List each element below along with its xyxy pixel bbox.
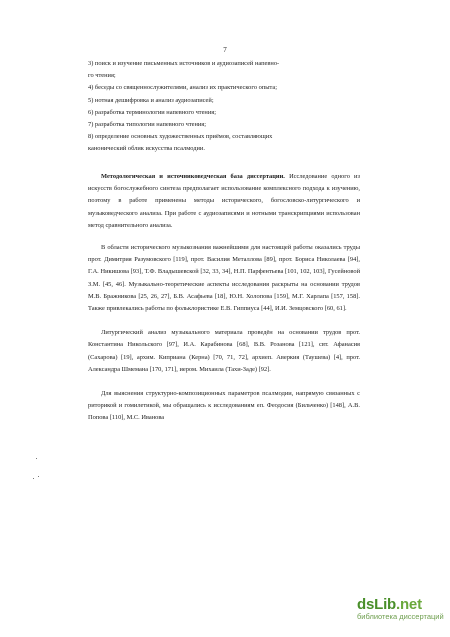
scan-speck [38, 476, 39, 477]
list-item-line: 7) разработка типологии напевного чтения; [88, 121, 207, 129]
paragraph-text: Литургический анализ музыкального материала проведён на основании трудов прот. Константина Никольского [97], И.А. Карабинова [68], В.В. Розанова [121], свт. Афанасия (Сахарова) [19], архим. Киприана (Керна) [70, 71, 72], архиеп. Аверкия (Таушева) [4], прот. Александра Шмемана [170, 171], иером. Михаила (Тахи-Заде) [92]. [88, 329, 360, 373]
watermark-subtitle: библиотека диссертаций [357, 612, 444, 621]
paragraph-heading: Методологическая и источниковедческая база диссертации. [101, 173, 285, 180]
scan-speck [33, 478, 34, 479]
list-item [88, 131, 360, 155]
list-item [88, 119, 360, 131]
paragraph-text: Для выяснения структурно-композиционных параметров псалмодии, напрямую связанных с риторикой и гомилетикой, мы обращались к исследованиям еп. Феодосия (Бильченко) [148], А.В. Попова [110], М.С. Иванова [88, 390, 360, 422]
list-block [88, 58, 360, 156]
watermark-logo: dsLib.net [357, 596, 422, 613]
paragraph-methodology [88, 171, 360, 232]
list-item [88, 107, 360, 119]
list-item [88, 82, 360, 94]
list-item-line: 8) определение основных художественных приёмов, составляющих [88, 133, 273, 141]
list-item-continuation: го чтения; [88, 72, 116, 80]
list-item [88, 58, 360, 82]
list-item-line: 5) нотная дешифровка и анализ аудиозаписей; [88, 96, 214, 104]
paragraph-historical [88, 242, 360, 315]
paragraph-text: Исследование одного из искусств богослужебного синтеза предполагает использование комплексного подхода к изучению, поэтому в работе применены методы исторического, богословско-литургического и музыковедческого анализа. При работе с аудиозаписями и нотными транскрипциями использован метод сравнительного анализа. [88, 173, 360, 229]
list-item-continuation: канонический облик искусства псалмодии. [88, 145, 205, 153]
list-item-line: 6) разработка терминологии напевного чтения; [88, 108, 216, 116]
paragraph-structure [88, 388, 360, 425]
body-block [88, 171, 360, 425]
list-item-line: 3) поиск и изучение письменных источников и аудиозаписей напевно- [88, 60, 280, 67]
paragraph-liturgical [88, 327, 360, 376]
page-number: 7 [223, 46, 227, 54]
list-item-line: 4) беседы со священнослужителями, анализ их практического опыта; [88, 84, 278, 92]
watermark [357, 596, 447, 621]
paragraph-text: В области исторического музыкознания важнейшими для настоящей работы оказались труды прот. Димитрия Разумовского [119], прот. Василия Металлова [89], прот. Бориса Николаева [94], Г.А. Никишова [93], Т.Ф. Владышевской [32, 33, 34], Н.П. Парфентьева [101, 102, 103], Гусейновой З.М. [45, 46]. Музыкально-теоретические аспекты исследования раскрыты на основании трудов М.В. Бражникова [25, 26, 27], Б.В. Асафьева [18], Ю.Н. Холопова [159], М.Г. Харлапа [157, 158]. Также привлекались работы по фольклористике Е.В. Гиппиуса [44], И.И. Земцовского [60, 61]. [88, 244, 360, 313]
list-item [88, 95, 360, 107]
scan-speck [36, 458, 37, 459]
